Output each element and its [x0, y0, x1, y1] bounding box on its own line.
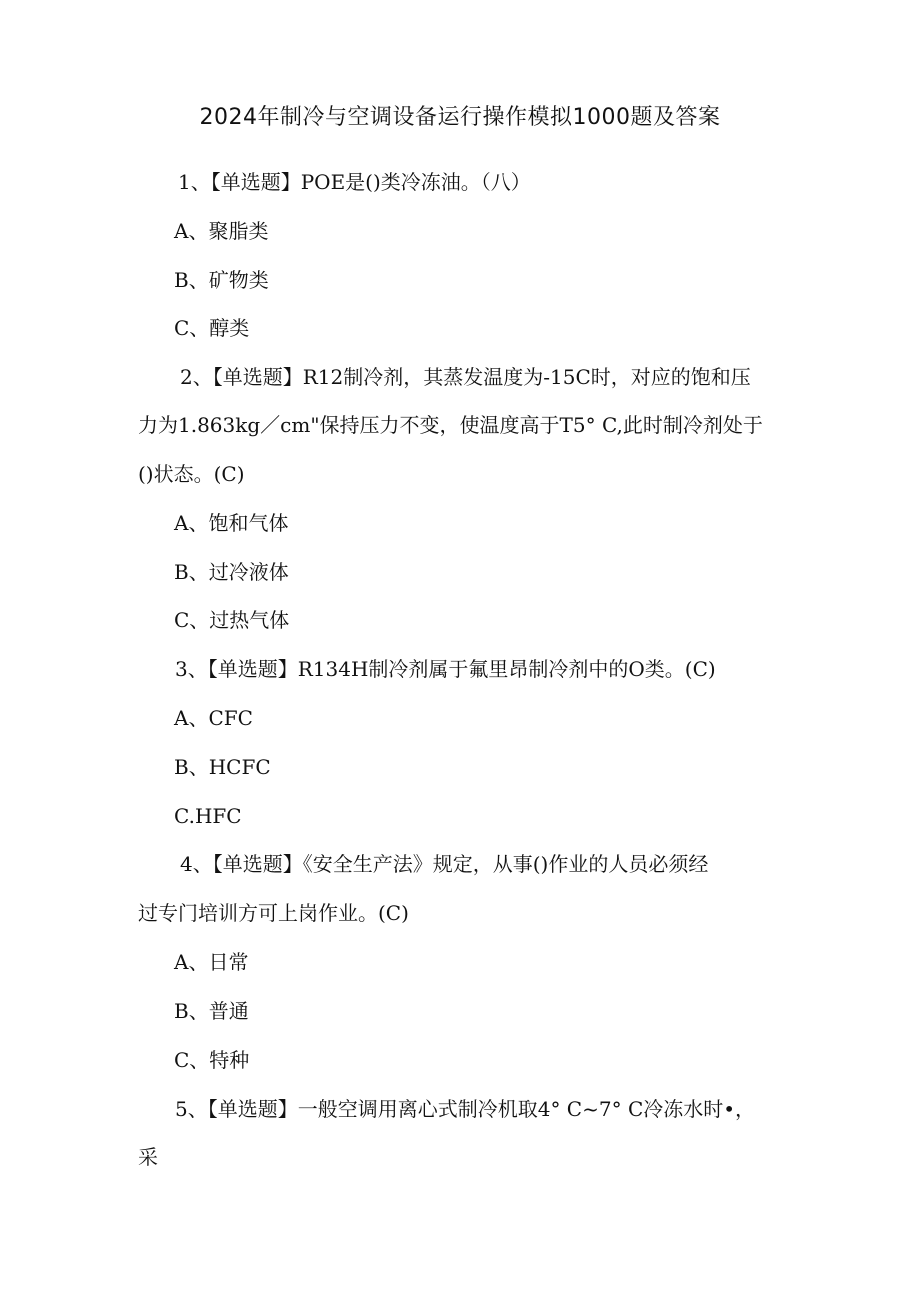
question-3-text: 3、【单选题】R134H制冷剂属于氟里昂制冷剂中的O类。(C): [175, 657, 716, 681]
question-2-option-b: B、过冷液体: [174, 560, 289, 584]
question-1-option-c: C、醇类: [174, 316, 250, 340]
question-5-text-line-2: 采: [138, 1145, 158, 1169]
question-2-text-line-1: 2、【单选题】R12制冷剂，其蒸发温度为-15C时，对应的饱和压: [180, 365, 751, 389]
question-5-text-line-1: 5、【单选题】一般空调用离心式制冷机取4° C~7° C冷冻水时•，: [175, 1097, 756, 1121]
question-3-option-b: B、HCFC: [174, 755, 271, 779]
question-1-option-a: A、聚脂类: [174, 219, 269, 243]
question-4-option-a: A、日常: [174, 950, 249, 974]
document-title: 2024年制冷与空调设备运行操作模拟1000题及答案: [199, 105, 721, 130]
question-2-text-line-2: 力为1.863kg／cm"保持压力不变，使温度高于T5° C,此时制冷剂处于: [138, 413, 763, 437]
question-4-option-c: C、特种: [174, 1048, 250, 1072]
question-4-option-b: B、普通: [174, 999, 249, 1023]
question-2-option-a: A、饱和气体: [174, 511, 289, 535]
question-3-option-a: A、CFC: [174, 706, 253, 730]
question-1-option-b: B、矿物类: [174, 268, 269, 292]
question-1-text: 1、【单选题】POE是()类冷冻油。（八）: [178, 170, 531, 194]
question-4-text-line-1: 4、【单选题】《安全生产法》规定，从事()作业的人员必须经: [180, 852, 709, 876]
question-4-text-line-2: 过专门培训方可上岗作业。(C): [138, 901, 409, 925]
question-2-text-line-3: ()状态。(C): [138, 462, 245, 486]
question-3-option-c: C.HFC: [174, 804, 242, 828]
question-2-option-c: C、过热气体: [174, 608, 290, 632]
